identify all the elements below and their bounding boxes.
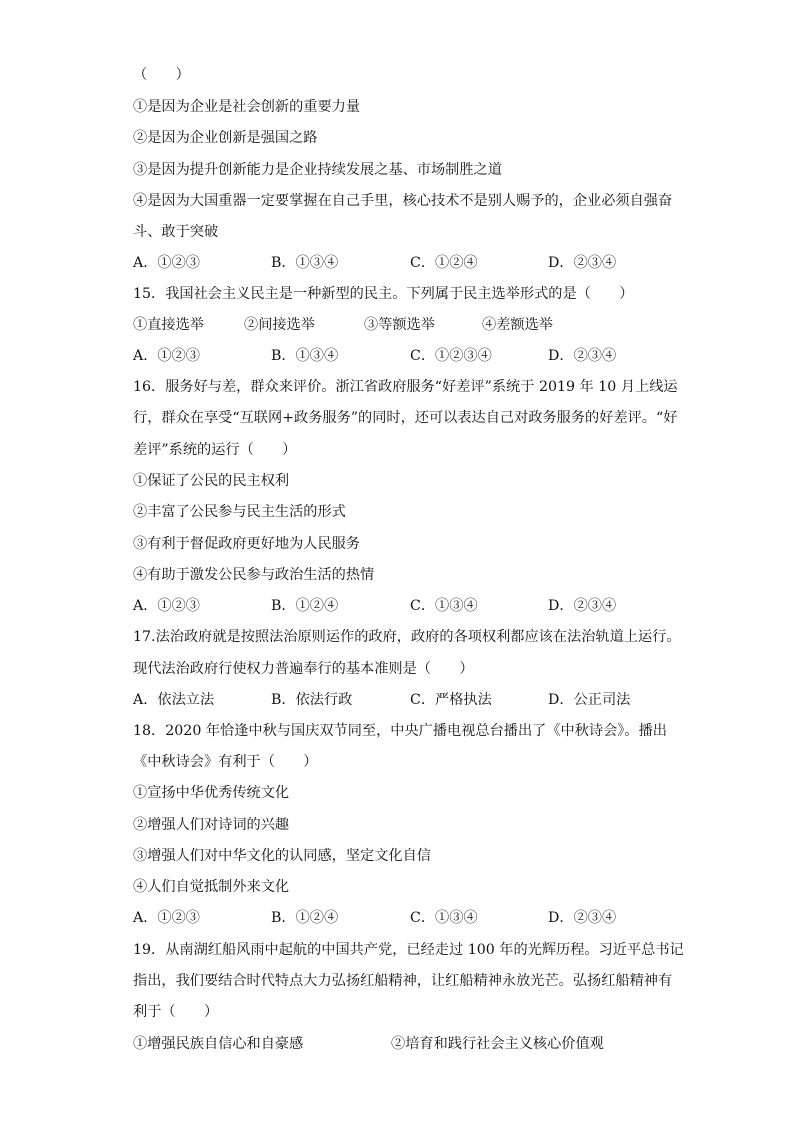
q15-options [133,315,693,335]
q17-choice-b[interactable]: B．依法行政 [271,692,353,708]
q14-choice-c[interactable]: C．①②④ [410,255,478,271]
q16-item-4: ④有助于激发公民参与政治生活的热情 [133,567,375,583]
q15-option-2: ②间接选举 [244,317,315,333]
q17-choice-d[interactable]: D．公正司法 [548,692,631,708]
q19-stem-line-3: 利于（ ） [133,1004,219,1020]
q15-choice-d[interactable]: D．②③④ [548,348,617,364]
q18-choice-a[interactable]: A．①②③ [133,910,200,926]
q15-choice-c[interactable]: C．①②③④ [410,348,492,364]
q15-option-3: ③等额选举 [364,317,435,333]
q18-stem-line-2: 《中秋诗会》有利于（ ） [133,754,318,770]
q18-choice-c[interactable]: C．①③④ [410,910,478,926]
q14-choice-d[interactable]: D．②③④ [548,255,617,271]
q15-choices [133,346,693,366]
q14-item-2: ②是因为企业创新是强国之路 [133,130,318,146]
q16-choice-a[interactable]: A．①②③ [133,598,200,614]
q18-choice-b[interactable]: B．①②④ [271,910,339,926]
q19-option-2: ②培育和践行社会主义核心价值观 [391,1036,604,1052]
q18-item-2: ②增强人们对诗词的兴趣 [133,817,290,833]
q14-paren: （ ） [133,67,190,83]
q14-choice-a[interactable]: A．①②③ [133,255,200,271]
q14-choices [133,253,693,273]
q15-option-1: ①直接选举 [133,317,204,333]
q17-stem-line-1: 17.法治政府就是按照法治原则运作的政府，政府的各项权利都应该在法治轨道上运行。 [133,629,681,645]
q18-stem-line-1: 18．2020 年恰逢中秋与国庆双节同至，中央广播电视总台播出了《中秋诗会》。播出 [133,723,667,739]
q17-choice-c[interactable]: C．严格执法 [410,692,492,708]
q17-choice-a[interactable]: A．依法立法 [133,692,215,708]
q16-choice-c[interactable]: C．①③④ [410,598,478,614]
q16-stem-line-1: 16．服务好与差，群众来评价。浙江省政府服务“好差评”系统于 2019 年 10 月上线运 [133,379,678,395]
q15-choice-b[interactable]: B．①③④ [271,348,339,364]
q16-item-3: ③有利于督促政府更好地为人民服务 [133,536,361,552]
q16-stem-line-3: 差评”系统的运行（ ） [133,442,297,458]
q16-stem-line-2: 行，群众在享受“互联网+政务服务”的同时，还可以表达自己对政务服务的好差评。“好 [133,410,678,426]
q16-choice-d[interactable]: D．②③④ [548,598,617,614]
q16-choices [133,596,693,616]
q18-choices [133,908,693,928]
q16-item-1: ①保证了公民的民主权利 [133,473,290,489]
q19-stem-line-2: 指出，我们要结合时代特点大力弘扬红船精神，让红船精神永放光芒。弘扬红船精神有 [133,973,673,989]
q15-choice-a[interactable]: A．①②③ [133,348,200,364]
q14-item-3: ③是因为提升创新能力是企业持续发展之基、市场制胜之道 [133,162,502,178]
q14-choice-b[interactable]: B．①③④ [271,255,339,271]
q19-stem-line-1: 19．从南湖红船风雨中起航的中国共产党，已经走过 100 年的光辉历程。习近平总书记 [133,942,684,958]
q16-item-2: ②丰富了公民参与民主生活的形式 [133,504,346,520]
q18-item-1: ①宣扬中华优秀传统文化 [133,785,290,801]
q18-choice-d[interactable]: D．②③④ [548,910,617,926]
q17-stem-line-2: 现代法治政府行使权力普遍奉行的基本准则是（ ） [133,661,474,677]
q19-options [133,1034,693,1054]
q14-item-4-cont: 斗、敢于突破 [133,224,219,240]
q16-choice-b[interactable]: B．①②④ [271,598,339,614]
q19-option-1: ①增强民族自信心和自豪感 [133,1036,304,1052]
q14-item-4: ④是因为大国重器一定要掌握在自己手里，核心技术不是别人赐予的，企业必须自强奋 [133,193,673,209]
q15-stem: 15．我国社会主义民主是一种新型的民主。下列属于民主选举形式的是（ ） [133,286,634,302]
q17-choices [133,690,693,710]
q18-item-3: ③增强人们对中华文化的认同感，坚定文化自信 [133,848,431,864]
q18-item-4: ④人们自觉抵制外来文化 [133,879,290,895]
q15-option-4: ④差额选举 [482,317,553,333]
q14-item-1: ①是因为企业是社会创新的重要力量 [133,99,361,115]
